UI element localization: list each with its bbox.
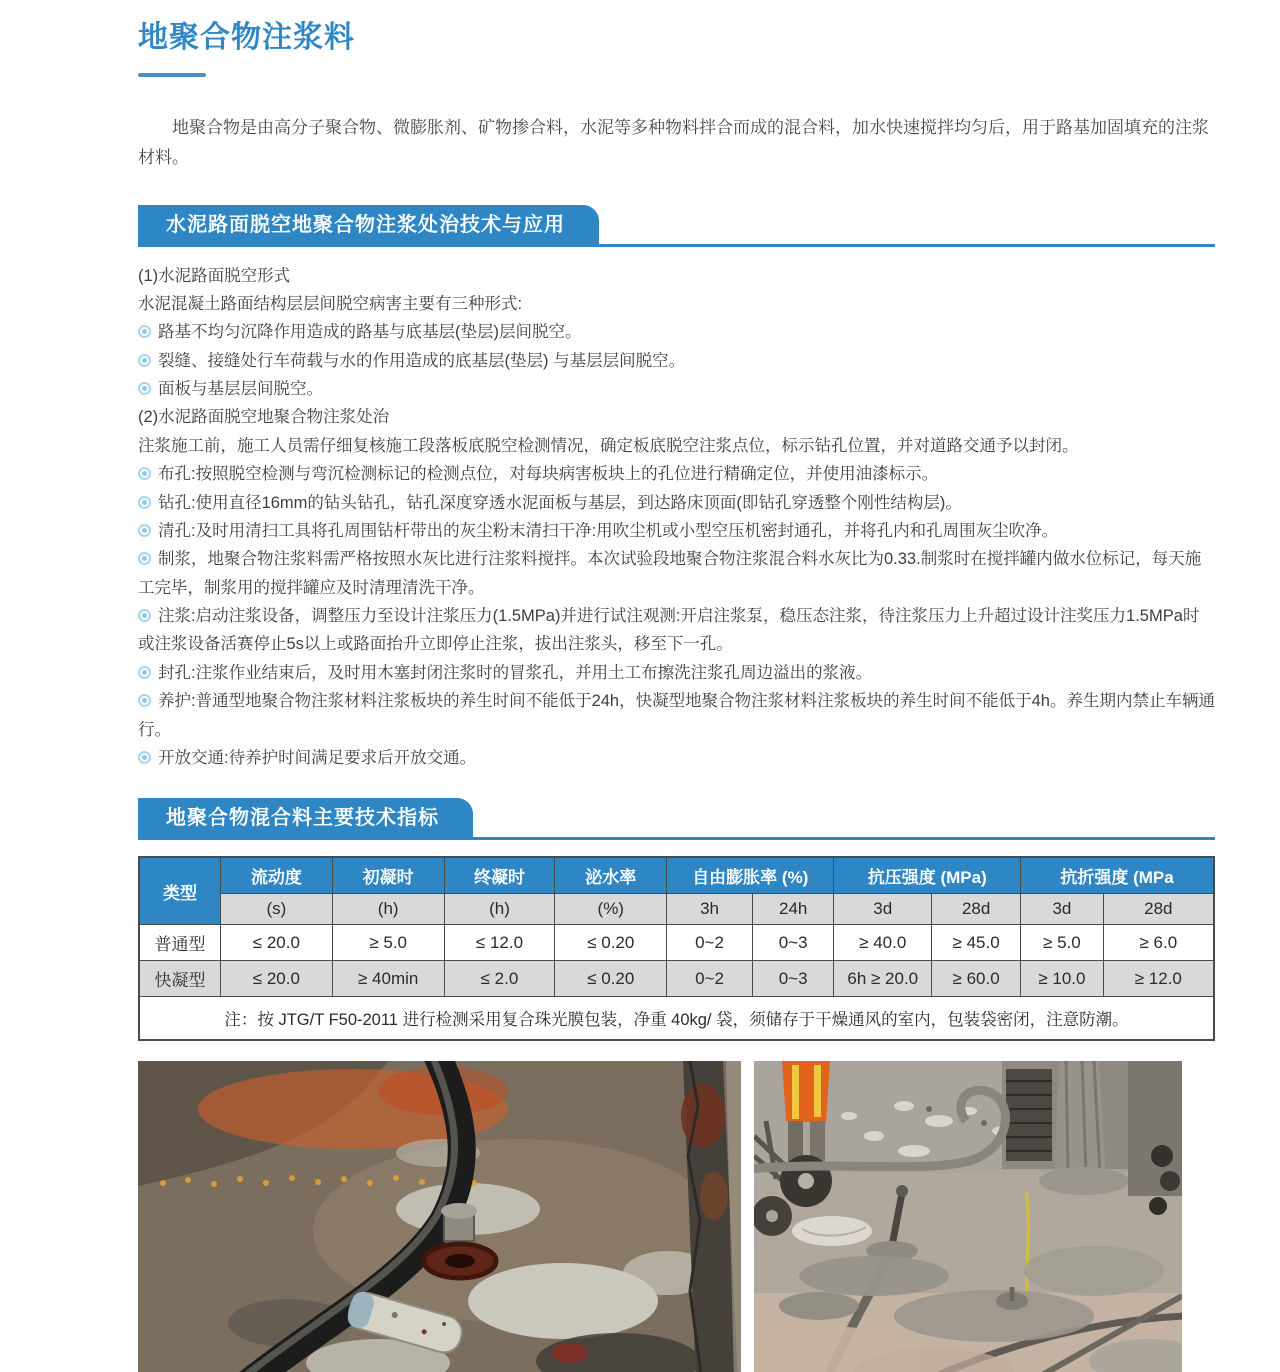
table-note: 注：按 JTG/T F50-2011 进行检测采用复合珠光膜包装，净重 40kg/ 袋，须储存于干燥通风的室内，包装袋密闭，注意防潮。: [139, 997, 1214, 1041]
bullet-item: 钻孔:使用直径16mm的钻头钻孔，钻孔深度穿透水泥面板与基层，到达路床顶面(即钻孔穿透整个刚性结构层)。: [138, 489, 1215, 517]
bullet-icon: [138, 354, 151, 367]
bullet-icon: [138, 751, 151, 764]
bullet-item: 清孔:及时用清扫工具将孔周围钻杆带出的灰尘粉末清扫干净:用吹尘机或小型空压机密封通孔，并将孔内和孔周围灰尘吹净。: [138, 517, 1215, 545]
cell: 0~2: [667, 925, 753, 961]
col-header: 泌水率: [555, 857, 667, 894]
bullet-item: 裂缝、接缝处行车荷载与水的作用造成的底基层(垫层) 与基层层间脱空。: [138, 347, 1215, 375]
bullet-item: 路基不均匀沉降作用造成的路基与底基层(垫层)层间脱空。: [138, 318, 1215, 346]
intro-paragraph: 地聚合物是由高分子聚合物、微膨胀剂、矿物掺合料，水泥等多种物料拌合而成的混合料，加水快速搅拌均匀后，用于路基加固填充的注浆材料。: [138, 118, 1209, 167]
cell: 0~3: [752, 961, 833, 997]
photo-right-art: [754, 1061, 1182, 1372]
yellow-cable: [1026, 1191, 1028, 1306]
cell: ≤ 2.0: [444, 961, 555, 997]
bullet-icon: [138, 467, 151, 480]
cell: ≥ 10.0: [1021, 961, 1104, 997]
text-line: 水泥混凝土路面结构层层间脱空病害主要有三种形式:: [138, 294, 523, 313]
bullet-item: 养护:普通型地聚合物注浆材料注浆板块的养生时间不能低于24h，快凝型地聚合物注浆材料注浆板块的养生时间不能低于4h。养生期内禁止车辆通行。: [138, 692, 1215, 739]
content-area: [138, 0, 1215, 1372]
cell: ≤ 0.20: [555, 925, 667, 961]
bullet-icon: [138, 382, 151, 395]
photo-left-art: [138, 1061, 741, 1372]
cell: ≥ 45.0: [932, 925, 1021, 961]
text-line: 注浆施工前，施工人员需仔细复核施工段落板底脱空检测情况，确定板底脱空注浆点位，标示钻孔位置，并对道路交通予以封闭。: [138, 436, 1079, 455]
bullet-item: 注浆:启动注浆设备，调整压力至设计注浆压力(1.5MPa)并进行试注观测:开启注浆泵，稳压态注浆，待注浆压力上升超过设计注奖压力1.5MPa时或注浆设备活赛停止5s以上或路面抬升立即停止注浆，拔出注浆头，移至下一孔。: [138, 607, 1200, 654]
sub-header: 24h: [752, 894, 833, 925]
spec-table: [138, 856, 1215, 1041]
sub-header: 28d: [1103, 894, 1214, 925]
row-type: 快凝型: [139, 961, 220, 997]
bullet-item: 开放交通:待养护时间满足要求后开放交通。: [138, 744, 1215, 772]
section1-body: [138, 262, 1215, 773]
cell: ≤ 12.0: [444, 925, 555, 961]
sub-header: 3h: [667, 894, 753, 925]
col-header: 抗压强度 (MPa): [834, 857, 1021, 894]
sub-header: (s): [220, 894, 332, 925]
bullet-icon: [138, 524, 151, 537]
cell: ≤ 0.20: [555, 961, 667, 997]
bullet-icon: [138, 496, 151, 509]
section2-banner-row: [138, 798, 1215, 840]
bullet-item: 制浆，地聚合物注浆料需严格按照水灰比进行注浆料搅拌。本次试验段地聚合物注浆混合料水灰比为0.33.制浆时在搅拌罐内做水位标记，每天施工完毕，制浆用的搅拌罐应及时清理清洗干净。: [138, 550, 1202, 597]
corner-header: 类型: [139, 857, 220, 925]
sub-header: 3d: [1021, 894, 1104, 925]
col-header: 终凝时: [444, 857, 555, 894]
sub-header: (%): [555, 894, 667, 925]
bullet-icon: [138, 552, 151, 565]
sub-header: (h): [332, 894, 444, 925]
safety-vest: [782, 1061, 830, 1123]
title-underline: [138, 73, 206, 77]
col-header: 抗折强度 (MPa: [1021, 857, 1214, 894]
bullet-item: 布孔:按照脱空检测与弯沉检测标记的检测点位，对每块病害板块上的孔位进行精确定位，并使用油漆标示。: [138, 460, 1215, 488]
cell: ≥ 60.0: [932, 961, 1021, 997]
bullet-icon: [138, 325, 151, 338]
col-header: 初凝时: [332, 857, 444, 894]
cell: ≥ 40min: [332, 961, 444, 997]
photo-grouting-worksite: [754, 1061, 1182, 1372]
sub-header: 3d: [834, 894, 932, 925]
bullet-item: 面板与基层层间脱空。: [138, 375, 1215, 403]
cell: 6h ≥ 20.0: [834, 961, 932, 997]
header-row-2: [139, 894, 1214, 925]
cell: ≥ 12.0: [1103, 961, 1214, 997]
cell: ≤ 20.0: [220, 925, 332, 961]
data-row: [139, 961, 1214, 997]
row-type: 普通型: [139, 925, 220, 961]
cell: ≥ 5.0: [332, 925, 444, 961]
cell: ≤ 20.0: [220, 961, 332, 997]
bullet-item: 封孔:注浆作业结束后，及时用木塞封闭注浆时的冒浆孔，并用土工布擦洗注浆孔周边溢出的浆液。: [138, 659, 1215, 687]
cell: ≥ 6.0: [1103, 925, 1214, 961]
col-header: 自由膨胀率 (%): [667, 857, 834, 894]
text-line: (2)水泥路面脱空地聚合物注浆处治: [138, 408, 390, 427]
bullet-icon: [138, 609, 151, 622]
section2-banner: 地聚合物混合料主要技术指标: [138, 798, 473, 837]
sub-header: 28d: [932, 894, 1021, 925]
photo-strip: [138, 1061, 1215, 1372]
cell: 0~2: [667, 961, 753, 997]
col-header: 流动度: [220, 857, 332, 894]
page-title: 地聚合物注浆料: [138, 21, 355, 54]
sub-header: (h): [444, 894, 555, 925]
data-row: [139, 925, 1214, 961]
section1-banner: 水泥路面脱空地聚合物注浆处治技术与应用: [138, 205, 599, 244]
bullet-icon: [138, 666, 151, 679]
text-line: (1)水泥路面脱空形式: [138, 266, 291, 285]
photo-grouting-hose-closeup: [138, 1061, 741, 1372]
section1-banner-row: [138, 205, 1215, 247]
bullet-icon: [138, 694, 151, 707]
cell: 0~3: [752, 925, 833, 961]
note-row: [139, 997, 1214, 1041]
header-row-1: [139, 857, 1214, 894]
cell: ≥ 5.0: [1021, 925, 1104, 961]
cell: ≥ 40.0: [834, 925, 932, 961]
